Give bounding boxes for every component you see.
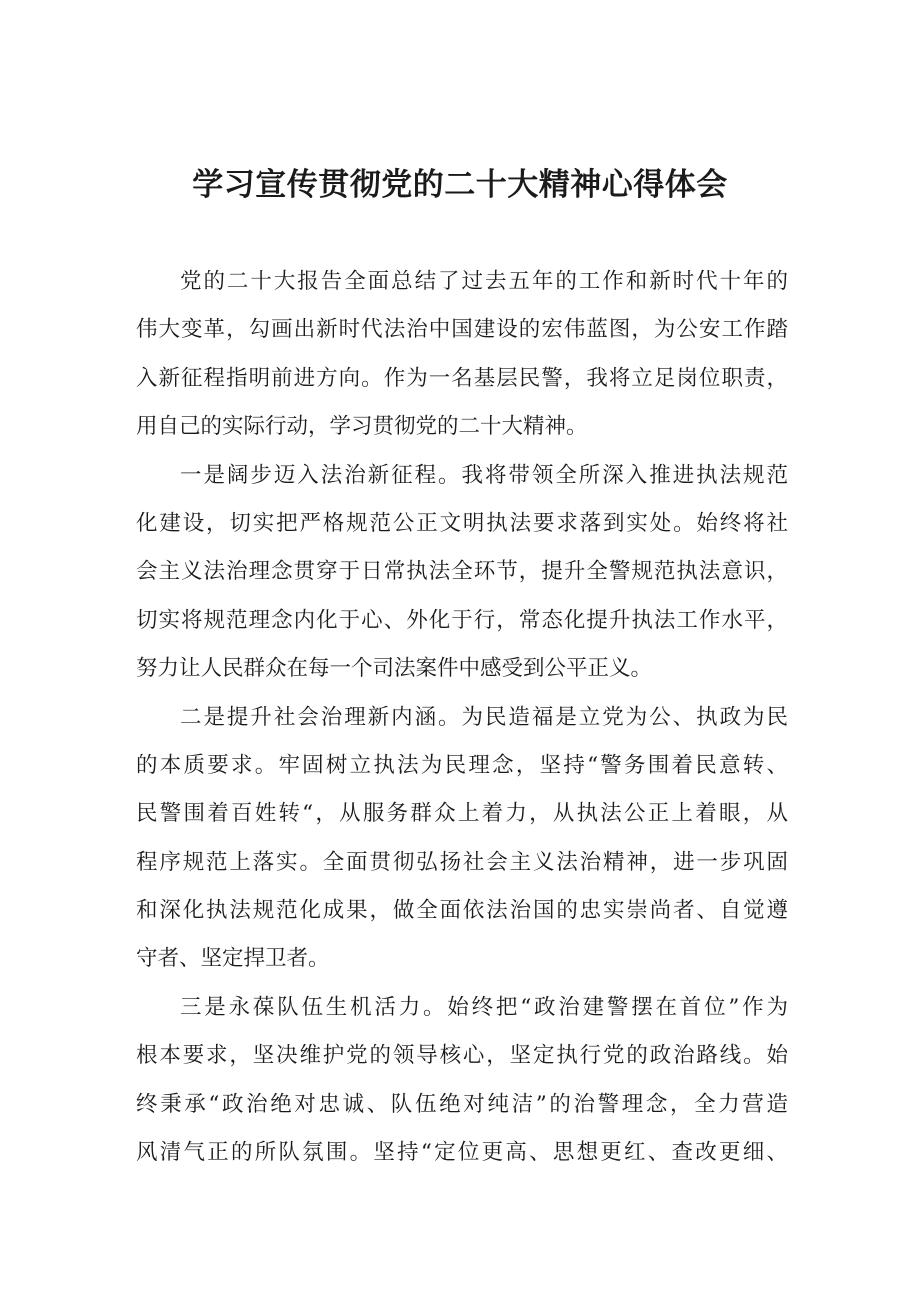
paragraph-line: 入新征程指明前进方向。作为一名基层民警，我将立足岗位职责， bbox=[136, 365, 788, 391]
paragraph-line: 程序规范上落实。全面贯彻弘扬社会主义法治精神，进一步巩固 bbox=[136, 849, 788, 875]
paragraph-line: 根本要求，坚决维护党的领导核心，坚定执行党的政治路线。始 bbox=[136, 1043, 788, 1069]
paragraph-line: 守者、坚定捍卫者。 bbox=[136, 946, 330, 972]
paragraph-line: 努力让人民群众在每一个司法案件中感受到公平正义。 bbox=[136, 656, 653, 682]
paragraph-line: 民警围着百姓转“，从服务群众上着力，从执法公正上着眼，从 bbox=[136, 801, 788, 827]
paragraph-line: 三是永葆队伍生机活力。始终把“政治建警摆在首位”作为 bbox=[180, 994, 788, 1020]
paragraph-line: 党的二十大报告全面总结了过去五年的工作和新时代十年的 bbox=[180, 269, 788, 294]
paragraph-line: 伟大变革，勾画出新时代法治中国建设的宏伟蓝图，为公安工作踏 bbox=[136, 317, 788, 343]
paragraph-2 bbox=[136, 452, 788, 694]
paragraph-line: 用自己的实际行动，学习贯彻党的二十大精神。 bbox=[136, 414, 588, 440]
paragraph-line: 切实将规范理念内化于心、外化于行，常态化提升执法工作水平， bbox=[136, 607, 788, 633]
paragraph-1 bbox=[136, 258, 788, 452]
paragraph-line: 二是提升社会治理新内涵。为民造福是立党为公、执政为民 bbox=[180, 704, 788, 730]
paragraph-line: 的本质要求。牢固树立执法为民理念，坚持“警务围着民意转、 bbox=[136, 752, 788, 778]
paragraph-line: 终秉承“政治绝对忠诚、队伍绝对纯洁”的治警理念，全力营造 bbox=[136, 1091, 788, 1117]
document-title: 学习宣传贯彻党的二十大精神心得体会 bbox=[192, 167, 728, 203]
document-body bbox=[136, 258, 788, 1177]
paragraph-line: 会主义法治理念贯穿于日常执法全环节，提升全警规范执法意识， bbox=[136, 559, 788, 585]
paragraph-line: 化建设，切实把严格规范公正文明执法要求落到实处。始终将社 bbox=[136, 510, 788, 536]
paragraph-line: 和深化执法规范化成果，做全面依法治国的忠实崇尚者、自觉遵 bbox=[136, 898, 788, 924]
paragraph-line: 风清气正的所队氛围。坚持“定位更高、思想更红、查改更细、 bbox=[136, 1140, 788, 1166]
paragraph-3 bbox=[136, 694, 788, 984]
paragraph-line: 一是阔步迈入法治新征程。我将带领全所深入推进执法规范 bbox=[180, 462, 788, 488]
paragraph-4 bbox=[136, 984, 788, 1178]
